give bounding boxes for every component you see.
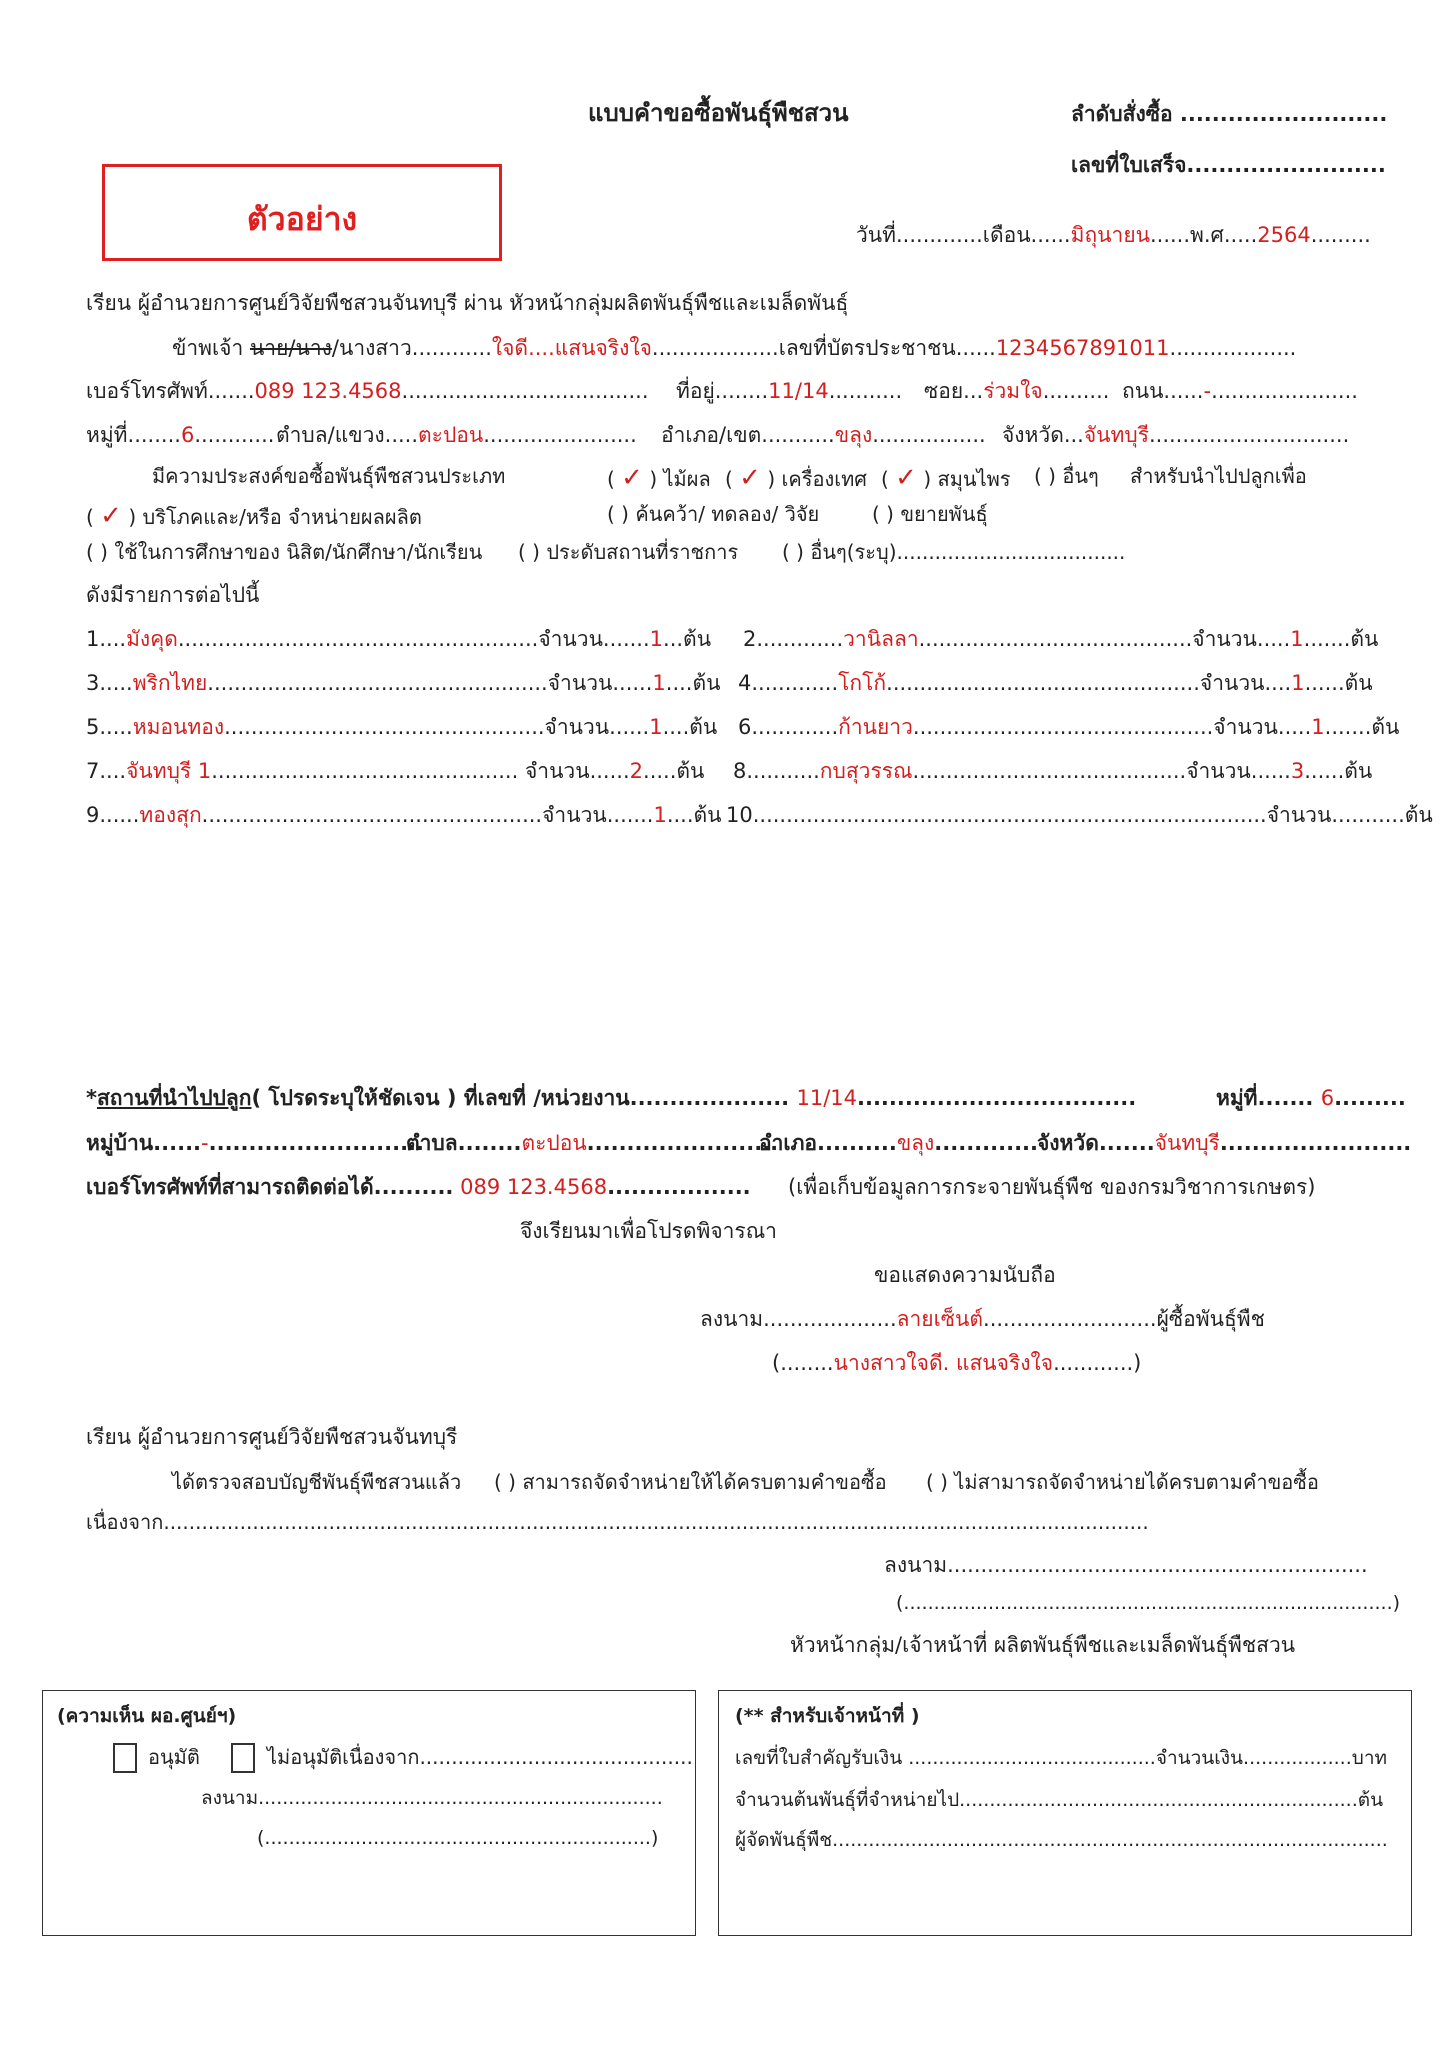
purpose-intro: มีความประสงค์ขอซื้อพันธุ์พืชสวนประเภท — [152, 464, 506, 488]
subdistrict-value[interactable]: ตะปอน — [418, 423, 484, 447]
province-line: จังหวัด...จันทบุรี.............................. — [1002, 423, 1350, 447]
reject-checkbox[interactable] — [231, 1743, 255, 1773]
sample-stamp — [102, 164, 502, 261]
site-village[interactable]: - — [201, 1131, 209, 1155]
herb-option[interactable]: ( ✓ ) สมุนไพร — [881, 463, 1011, 493]
reject-label: ไม่อนุมัติเนื่องจาก........................................... — [267, 1745, 693, 1769]
moo-value[interactable]: 6 — [180, 423, 195, 447]
closing-please: จึงเรียนมาเพื่อโปรดพิจารณา — [520, 1219, 777, 1243]
director-name-line[interactable]: (................................................................) — [257, 1827, 659, 1849]
province-value[interactable]: จันทบุรี — [1083, 423, 1149, 447]
soi-value[interactable]: ร่วมใจ — [983, 379, 1043, 403]
list-intro: ดังมีรายการต่อไปนี้ — [86, 583, 260, 607]
checked-label: ได้ตรวจสอบบัญชีพันธุ์พืชสวนแล้ว — [172, 1470, 462, 1494]
buyer-name-line: (........นางสาวใจดี. แสนจริงใจ............) — [772, 1351, 1142, 1375]
staff-box — [718, 1690, 1412, 1936]
applicant-name[interactable]: ใจดี....แสนจริงใจ — [491, 336, 652, 360]
list-item[interactable]: 7....จันทบุรี 1.............................................. จำนวน......2.....ต้น — [86, 759, 705, 783]
salutation: เรียน ผู้อำนวยการศูนย์วิจัยพืชสวนจันทบุรี ผ่าน หัวหน้ากลุ่มผลิตพันธุ์พืชและเมล็ดพันธุ์ — [86, 291, 849, 315]
month-value[interactable]: มิถุนายน — [1070, 223, 1150, 247]
list-item[interactable]: 5.....หมอนทอง................................................จำนวน......1....ต้น — [86, 715, 718, 739]
director-opinion-box — [42, 1690, 696, 1936]
check-mark-icon: ✓ — [100, 501, 122, 531]
list-item[interactable]: 1....มังคุด......................................................จำนวน.......1...ต้น — [86, 627, 712, 651]
receipt-number-field[interactable]: เลขที่ใบเสร็จ......................... — [1071, 153, 1386, 177]
list-item[interactable]: 6.............ก้านยาว.............................................จำนวน.....1.......ต้น — [738, 715, 1400, 739]
form-title: แบบคำขอซื้อพันธุ์พืชสวน — [588, 99, 849, 127]
contact-phone[interactable]: 089 123.4568 — [460, 1175, 608, 1199]
address-line: ที่อยู่........11/14........... — [676, 379, 903, 403]
official-name-line[interactable]: (.................................................................................) — [896, 1592, 1401, 1614]
approve-checkbox[interactable] — [113, 1743, 137, 1773]
contact-line: เบอร์โทรศัพท์ที่สามารถติดต่อได้.......... 089 123.4568.................. — [86, 1175, 751, 1199]
education-option[interactable]: ( ) ใช้ในการศึกษาของ นิสิต/นักศึกษา/นักเรียน — [86, 540, 483, 564]
phone-line: เบอร์โทรศัพท์.......089 123.4568..................................... — [86, 379, 649, 403]
site-moo-line: หมู่ที่....... 6......... — [1216, 1086, 1406, 1110]
for-planting-label: สำหรับนำไปปลูกเพื่อ — [1130, 464, 1307, 488]
year-value[interactable]: 2564 — [1257, 223, 1311, 247]
buyer-name[interactable]: นางสาวใจดี. แสนจริงใจ — [833, 1351, 1054, 1375]
site-village-line: หมู่บ้าน......-........................... — [86, 1131, 425, 1155]
consume-option[interactable]: ( ✓ ) บริโภคและ/หรือ จำหน่ายผลผลิต — [86, 501, 422, 531]
moo-line: หมู่ที่........6............ — [86, 423, 275, 447]
director-box-title: (ความเห็น ผอ.ศูนย์ฯ) — [57, 1705, 237, 1727]
spice-option[interactable]: ( ✓ ) เครื่องเทศ — [725, 463, 867, 493]
closing-respect: ขอแสดงความนับถือ — [874, 1263, 1056, 1287]
propagate-option[interactable]: ( ) ขยายพันธุ์ — [872, 502, 988, 526]
applicant-name-line: ข้าพเจ้า นาย/นาง/นางสาว............ใจดี....แสนจริงใจ...................เลขที่บัตรประชาชน......1234567891011................... — [172, 336, 1297, 360]
reason-line[interactable]: เนื่องจาก........................................................................................................................................................... — [86, 1510, 1149, 1534]
site-subdistrict[interactable]: ตะปอน — [521, 1131, 587, 1155]
site-subdistrict-line: ตำบล........ตะปอน........................ — [406, 1131, 779, 1155]
staff-box-title: (** สำหรับเจ้าหน้าที่ ) — [735, 1705, 920, 1727]
planting-site-line: *สถานที่นำไปปลูก( โปรดระบุให้ชัดเจน ) ที่เลขที่ /หน่วยงาน.................... 11/14................................... — [86, 1086, 1137, 1110]
sample-stamp-text: ตัวอย่าง — [246, 200, 358, 238]
contact-note: (เพื่อเก็บข้อมูลการกระจายพันธุ์พืช ของกรมวิชาการเกษตร) — [788, 1175, 1316, 1199]
check-mark-icon: ✓ — [621, 463, 643, 493]
director-sign-line[interactable]: ลงนาม................................................................... — [201, 1787, 663, 1809]
official-salutation: เรียน ผู้อำนวยการศูนย์วิจัยพืชสวนจันทบุรี — [86, 1425, 458, 1449]
road-value[interactable]: - — [1203, 379, 1212, 403]
check-mark-icon: ✓ — [739, 463, 761, 493]
official-sign-line[interactable]: ลงนาม............................................................... — [884, 1553, 1368, 1577]
site-province-line: จังหวัด.......จันทบุรี........................ — [1037, 1131, 1412, 1155]
receipt-line[interactable]: เลขที่ใบสำคัญรับเงิน .........................................จำนวนเงิน..................บาท — [735, 1747, 1388, 1769]
soi-line: ซอย...ร่วมใจ.......... — [924, 379, 1110, 403]
signature-line: ลงนาม....................ลายเซ็นต์..........................ผู้ซื้อพันธุ์พืช — [700, 1307, 1265, 1331]
house-number[interactable]: 11/14 — [768, 379, 829, 403]
list-item[interactable]: 9......ทองสุก...................................................จำนวน.......1....ต้น — [86, 803, 722, 827]
office-option[interactable]: ( ) ประดับสถานที่ราชการ — [518, 540, 739, 564]
cannot-supply-option[interactable]: ( ) ไม่สามารถจัดจำหน่ายได้ครบตามคำขอซื้อ — [926, 1470, 1319, 1494]
approve-label: อนุมัติ — [148, 1745, 200, 1769]
date-line: วันที่.............เดือน......มิถุนายน......พ.ศ.....2564......... — [856, 223, 1371, 247]
can-supply-option[interactable]: ( ) สามารถจัดจำหน่ายให้ได้ครบตามคำขอซื้อ — [494, 1470, 887, 1494]
district-value[interactable]: ขลุง — [834, 423, 873, 447]
handler-line[interactable]: ผู้จัดพันธุ์พืช............................................................................................ — [735, 1829, 1388, 1851]
order-number-field[interactable]: ลำดับสั่งซื้อ .......................... — [1071, 102, 1388, 126]
check-mark-icon: ✓ — [895, 463, 917, 493]
site-district[interactable]: ขลุง — [896, 1131, 935, 1155]
phone-value[interactable]: 089 123.4568 — [254, 379, 402, 403]
list-item[interactable]: 2.............วานิลลา.........................................จำนวน.....1.......ต้น — [743, 627, 1379, 651]
list-item[interactable]: 4.............โกโก้...............................................จำนวน....1......ต้น — [738, 671, 1373, 695]
official-position: หัวหน้ากลุ่ม/เจ้าหน้าที่ ผลิตพันธุ์พืชและเมล็ดพันธุ์พืชสวน — [790, 1633, 1296, 1657]
site-province[interactable]: จันทบุรี — [1154, 1131, 1220, 1155]
research-option[interactable]: ( ) ค้นคว้า/ ทดลอง/ วิจัย — [607, 502, 820, 526]
district-line: อำเภอ/เขต...........ขลุง................. — [661, 423, 986, 447]
id-number[interactable]: 1234567891011 — [995, 336, 1170, 360]
fruit-tree-option[interactable]: ( ✓ ) ไม้ผล — [607, 463, 711, 493]
site-house-number[interactable]: 11/14 — [796, 1086, 857, 1110]
other-purpose-option[interactable]: ( ) อื่นๆ(ระบุ).................................... — [782, 540, 1126, 564]
road-line: ถนน......-...................... — [1122, 379, 1358, 403]
subdistrict-line: ตำบล/แขวง.....ตะปอน....................... — [276, 423, 637, 447]
other-type-option[interactable]: ( ) อื่นๆ — [1034, 464, 1099, 488]
list-item[interactable]: 3.....พริกไทย...................................................จำนวน......1....ต้น — [86, 671, 721, 695]
tree-count-line[interactable]: จำนวนต้นพันธุ์ที่จำหน่ายไป..................................................................ต้น — [735, 1789, 1384, 1811]
list-item[interactable]: 8...........กบสุวรรณ.........................................จำนวน......3......ต้น — [733, 759, 1373, 783]
signature-value[interactable]: ลายเซ็นต์ — [896, 1307, 984, 1331]
site-district-line: อำเภอ..........ขลุง............. — [759, 1131, 1039, 1155]
list-item[interactable]: 10.............................................................................จำนวน...........ต้น — [726, 803, 1433, 827]
site-moo[interactable]: 6 — [1320, 1086, 1335, 1110]
